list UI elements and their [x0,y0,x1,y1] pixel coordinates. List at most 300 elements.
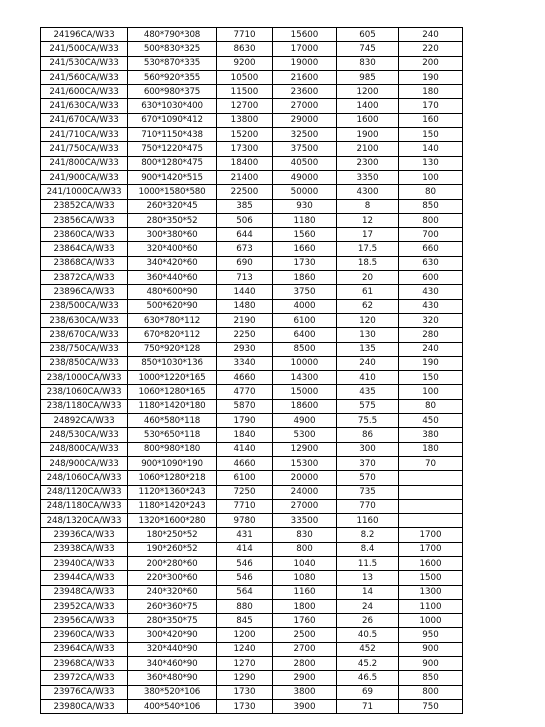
dynamic-load-cell: 546 [217,556,273,570]
weight-cell: 575 [337,399,399,413]
dynamic-load-cell: 13800 [217,113,273,127]
dimensions-cell: 480*600*90 [128,285,217,299]
model-cell: 248/1060CA/W33 [41,471,128,485]
dynamic-load-cell: 11500 [217,85,273,99]
weight-cell: 735 [337,485,399,499]
speed-cell: 660 [399,242,463,256]
table-row [41,628,463,642]
dimensions-cell: 280*350*75 [128,614,217,628]
speed-cell: 850 [399,199,463,213]
dynamic-load-cell: 713 [217,271,273,285]
weight-cell: 20 [337,271,399,285]
dynamic-load-cell: 2190 [217,313,273,327]
static-load-cell: 1760 [273,614,337,628]
weight-cell: 1900 [337,128,399,142]
static-load-cell: 2900 [273,671,337,685]
table-row [41,385,463,399]
dimensions-cell: 360*440*60 [128,271,217,285]
table-row [41,485,463,499]
static-load-cell: 49000 [273,170,337,184]
table-row [41,156,463,170]
speed-cell: 900 [399,642,463,656]
table-row [41,56,463,70]
dynamic-load-cell: 1840 [217,428,273,442]
model-cell: 24892CA/W33 [41,414,128,428]
table-row [41,42,463,56]
static-load-cell: 10000 [273,356,337,370]
table-row [41,399,463,413]
static-load-cell: 1560 [273,228,337,242]
model-cell: 238/850CA/W33 [41,356,128,370]
dynamic-load-cell: 2250 [217,328,273,342]
dynamic-load-cell: 4660 [217,371,273,385]
model-cell: 23956CA/W33 [41,614,128,628]
dimensions-cell: 400*540*106 [128,699,217,713]
static-load-cell: 15300 [273,456,337,470]
dynamic-load-cell: 4140 [217,442,273,456]
speed-cell [399,485,463,499]
dynamic-load-cell: 414 [217,542,273,556]
weight-cell: 11.5 [337,556,399,570]
speed-cell: 630 [399,256,463,270]
dimensions-cell: 320*440*90 [128,642,217,656]
speed-cell [399,514,463,528]
table-row [41,142,463,156]
dimensions-cell: 900*1090*190 [128,456,217,470]
dynamic-load-cell: 9780 [217,514,273,528]
weight-cell: 69 [337,685,399,699]
model-cell: 23940CA/W33 [41,556,128,570]
weight-cell: 8.4 [337,542,399,556]
dynamic-load-cell: 5870 [217,399,273,413]
model-cell: 241/630CA/W33 [41,99,128,113]
dimensions-cell: 260*360*75 [128,599,217,613]
model-cell: 241/670CA/W33 [41,113,128,127]
dimensions-cell: 630*1030*400 [128,99,217,113]
speed-cell: 190 [399,70,463,84]
dimensions-cell: 1060*1280*165 [128,385,217,399]
dimensions-cell: 600*980*375 [128,85,217,99]
speed-cell: 200 [399,56,463,70]
static-load-cell: 1040 [273,556,337,570]
speed-cell: 950 [399,628,463,642]
weight-cell: 985 [337,70,399,84]
model-cell: 241/600CA/W33 [41,85,128,99]
dimensions-cell: 190*260*52 [128,542,217,556]
table-row [41,528,463,542]
static-load-cell: 3800 [273,685,337,699]
static-load-cell: 5300 [273,428,337,442]
weight-cell: 17.5 [337,242,399,256]
static-load-cell: 14300 [273,371,337,385]
table-row [41,657,463,671]
dimensions-cell: 1320*1600*280 [128,514,217,528]
dynamic-load-cell: 546 [217,571,273,585]
weight-cell: 86 [337,428,399,442]
table-row [41,299,463,313]
speed-cell: 1000 [399,614,463,628]
weight-cell: 452 [337,642,399,656]
table-row [41,113,463,127]
dynamic-load-cell: 2930 [217,342,273,356]
weight-cell: 770 [337,499,399,513]
model-cell: 23960CA/W33 [41,628,128,642]
model-cell: 23938CA/W33 [41,542,128,556]
static-load-cell: 3750 [273,285,337,299]
bearing-spec-table [40,27,463,714]
static-load-cell: 27000 [273,99,337,113]
static-load-cell: 40500 [273,156,337,170]
weight-cell: 12 [337,213,399,227]
model-cell: 24196CA/W33 [41,28,128,42]
weight-cell: 14 [337,585,399,599]
dynamic-load-cell: 385 [217,199,273,213]
weight-cell: 61 [337,285,399,299]
speed-cell: 1500 [399,571,463,585]
dynamic-load-cell: 1480 [217,299,273,313]
static-load-cell: 27000 [273,499,337,513]
static-load-cell: 23600 [273,85,337,99]
table-row [41,614,463,628]
model-cell: 23868CA/W33 [41,256,128,270]
model-cell: 238/1000CA/W33 [41,371,128,385]
static-load-cell: 2500 [273,628,337,642]
table-row [41,471,463,485]
weight-cell: 570 [337,471,399,485]
static-load-cell: 29000 [273,113,337,127]
speed-cell: 70 [399,456,463,470]
static-load-cell: 21600 [273,70,337,84]
speed-cell: 280 [399,328,463,342]
static-load-cell: 800 [273,542,337,556]
speed-cell: 190 [399,356,463,370]
model-cell: 248/530CA/W33 [41,428,128,442]
model-cell: 241/800CA/W33 [41,156,128,170]
dimensions-cell: 1180*1420*243 [128,499,217,513]
dynamic-load-cell: 18400 [217,156,273,170]
dimensions-cell: 380*520*106 [128,685,217,699]
dynamic-load-cell: 564 [217,585,273,599]
speed-cell: 150 [399,128,463,142]
static-load-cell: 930 [273,199,337,213]
weight-cell: 240 [337,356,399,370]
model-cell: 241/1000CA/W33 [41,185,128,199]
dynamic-load-cell: 1290 [217,671,273,685]
dimensions-cell: 320*400*60 [128,242,217,256]
static-load-cell: 24000 [273,485,337,499]
weight-cell: 18.5 [337,256,399,270]
model-cell: 248/1180CA/W33 [41,499,128,513]
dimensions-cell: 240*320*60 [128,585,217,599]
dimensions-cell: 750*1220*475 [128,142,217,156]
speed-cell: 380 [399,428,463,442]
dynamic-load-cell: 1270 [217,657,273,671]
weight-cell: 45.2 [337,657,399,671]
static-load-cell: 1660 [273,242,337,256]
dimensions-cell: 1000*1580*580 [128,185,217,199]
table-row [41,285,463,299]
speed-cell: 700 [399,228,463,242]
table-row [41,456,463,470]
weight-cell: 4300 [337,185,399,199]
model-cell: 241/560CA/W33 [41,70,128,84]
table-row [41,571,463,585]
table-row [41,99,463,113]
table-row [41,213,463,227]
table-row [41,170,463,184]
model-cell: 241/900CA/W33 [41,170,128,184]
speed-cell: 450 [399,414,463,428]
model-cell: 248/800CA/W33 [41,442,128,456]
weight-cell: 46.5 [337,671,399,685]
dynamic-load-cell: 4660 [217,456,273,470]
weight-cell: 1600 [337,113,399,127]
table-row [41,585,463,599]
table-row [41,256,463,270]
model-cell: 23968CA/W33 [41,657,128,671]
table-row [41,371,463,385]
weight-cell: 2300 [337,156,399,170]
dynamic-load-cell: 431 [217,528,273,542]
dimensions-cell: 800*980*180 [128,442,217,456]
model-cell: 238/1060CA/W33 [41,385,128,399]
dynamic-load-cell: 1200 [217,628,273,642]
speed-cell: 850 [399,671,463,685]
static-load-cell: 37500 [273,142,337,156]
static-load-cell: 12900 [273,442,337,456]
speed-cell: 140 [399,142,463,156]
model-cell: 23852CA/W33 [41,199,128,213]
dimensions-cell: 750*920*128 [128,342,217,356]
speed-cell: 160 [399,113,463,127]
speed-cell: 130 [399,156,463,170]
speed-cell: 1700 [399,542,463,556]
speed-cell: 80 [399,399,463,413]
dynamic-load-cell: 7250 [217,485,273,499]
weight-cell: 745 [337,42,399,56]
dimensions-cell: 630*780*112 [128,313,217,327]
speed-cell: 750 [399,699,463,713]
weight-cell: 1160 [337,514,399,528]
table-body [41,28,463,714]
dynamic-load-cell: 1730 [217,699,273,713]
dynamic-load-cell: 9200 [217,56,273,70]
speed-cell: 100 [399,170,463,184]
dimensions-cell: 530*650*118 [128,428,217,442]
weight-cell: 435 [337,385,399,399]
dynamic-load-cell: 8630 [217,42,273,56]
table-row [41,242,463,256]
weight-cell: 370 [337,456,399,470]
dynamic-load-cell: 1790 [217,414,273,428]
static-load-cell: 4000 [273,299,337,313]
dynamic-load-cell: 22500 [217,185,273,199]
dimensions-cell: 710*1150*438 [128,128,217,142]
model-cell: 23872CA/W33 [41,271,128,285]
dimensions-cell: 1060*1280*218 [128,471,217,485]
table-row [41,442,463,456]
weight-cell: 13 [337,571,399,585]
table-row [41,313,463,327]
dynamic-load-cell: 506 [217,213,273,227]
model-cell: 241/530CA/W33 [41,56,128,70]
model-cell: 23976CA/W33 [41,685,128,699]
dynamic-load-cell: 644 [217,228,273,242]
static-load-cell: 32500 [273,128,337,142]
static-load-cell: 8500 [273,342,337,356]
static-load-cell: 33500 [273,514,337,528]
speed-cell: 240 [399,28,463,42]
table-row [41,685,463,699]
model-cell: 23980CA/W33 [41,699,128,713]
dimensions-cell: 340*420*60 [128,256,217,270]
model-cell: 23948CA/W33 [41,585,128,599]
static-load-cell: 18600 [273,399,337,413]
weight-cell: 2100 [337,142,399,156]
dimensions-cell: 530*870*335 [128,56,217,70]
static-load-cell: 2800 [273,657,337,671]
dimensions-cell: 900*1420*515 [128,170,217,184]
dimensions-cell: 670*820*112 [128,328,217,342]
weight-cell: 3350 [337,170,399,184]
dimensions-cell: 280*350*52 [128,213,217,227]
dimensions-cell: 200*280*60 [128,556,217,570]
model-cell: 238/500CA/W33 [41,299,128,313]
dimensions-cell: 500*620*90 [128,299,217,313]
model-cell: 241/750CA/W33 [41,142,128,156]
dimensions-cell: 220*300*60 [128,571,217,585]
speed-cell: 180 [399,442,463,456]
model-cell: 248/1120CA/W33 [41,485,128,499]
dynamic-load-cell: 7710 [217,499,273,513]
weight-cell: 120 [337,313,399,327]
weight-cell: 8.2 [337,528,399,542]
dimensions-cell: 460*580*118 [128,414,217,428]
static-load-cell: 6400 [273,328,337,342]
table-row [41,70,463,84]
dimensions-cell: 500*830*325 [128,42,217,56]
weight-cell: 410 [337,371,399,385]
static-load-cell: 20000 [273,471,337,485]
model-cell: 238/1180CA/W33 [41,399,128,413]
dynamic-load-cell: 17300 [217,142,273,156]
dynamic-load-cell: 1730 [217,685,273,699]
dynamic-load-cell: 1240 [217,642,273,656]
static-load-cell: 1860 [273,271,337,285]
dynamic-load-cell: 10500 [217,70,273,84]
dimensions-cell: 340*460*90 [128,657,217,671]
table-row [41,342,463,356]
table-row [41,428,463,442]
static-load-cell: 15000 [273,385,337,399]
dimensions-cell: 260*320*45 [128,199,217,213]
weight-cell: 8 [337,199,399,213]
model-cell: 238/750CA/W33 [41,342,128,356]
static-load-cell: 1080 [273,571,337,585]
table-row [41,542,463,556]
model-cell: 23860CA/W33 [41,228,128,242]
speed-cell: 800 [399,685,463,699]
dynamic-load-cell: 880 [217,599,273,613]
weight-cell: 135 [337,342,399,356]
speed-cell: 1700 [399,528,463,542]
model-cell: 23856CA/W33 [41,213,128,227]
model-cell: 23972CA/W33 [41,671,128,685]
static-load-cell: 2700 [273,642,337,656]
static-load-cell: 1180 [273,213,337,227]
weight-cell: 17 [337,228,399,242]
static-load-cell: 50000 [273,185,337,199]
dimensions-cell: 300*420*90 [128,628,217,642]
dimensions-cell: 1000*1220*165 [128,371,217,385]
model-cell: 241/500CA/W33 [41,42,128,56]
table-row [41,199,463,213]
dynamic-load-cell: 21400 [217,170,273,184]
dynamic-load-cell: 690 [217,256,273,270]
speed-cell: 240 [399,342,463,356]
speed-cell: 600 [399,271,463,285]
speed-cell: 430 [399,299,463,313]
static-load-cell: 830 [273,528,337,542]
weight-cell: 71 [337,699,399,713]
model-cell: 248/900CA/W33 [41,456,128,470]
dynamic-load-cell: 6100 [217,471,273,485]
dynamic-load-cell: 15200 [217,128,273,142]
weight-cell: 40.5 [337,628,399,642]
dynamic-load-cell: 845 [217,614,273,628]
model-cell: 241/710CA/W33 [41,128,128,142]
dimensions-cell: 1180*1420*180 [128,399,217,413]
table-row [41,271,463,285]
table-row [41,699,463,713]
speed-cell: 320 [399,313,463,327]
dynamic-load-cell: 4770 [217,385,273,399]
dynamic-load-cell: 1440 [217,285,273,299]
speed-cell: 150 [399,371,463,385]
model-cell: 23896CA/W33 [41,285,128,299]
dimensions-cell: 560*920*355 [128,70,217,84]
model-cell: 23952CA/W33 [41,599,128,613]
table-row [41,599,463,613]
table-row [41,185,463,199]
speed-cell: 170 [399,99,463,113]
static-load-cell: 15600 [273,28,337,42]
speed-cell: 1300 [399,585,463,599]
dynamic-load-cell: 673 [217,242,273,256]
weight-cell: 75.5 [337,414,399,428]
dimensions-cell: 180*250*52 [128,528,217,542]
speed-cell: 1600 [399,556,463,570]
speed-cell: 220 [399,42,463,56]
static-load-cell: 3900 [273,699,337,713]
model-cell: 248/1320CA/W33 [41,514,128,528]
speed-cell: 180 [399,85,463,99]
table-row [41,499,463,513]
weight-cell: 24 [337,599,399,613]
weight-cell: 1200 [337,85,399,99]
model-cell: 23864CA/W33 [41,242,128,256]
model-cell: 238/670CA/W33 [41,328,128,342]
dimensions-cell: 850*1030*136 [128,356,217,370]
static-load-cell: 1800 [273,599,337,613]
static-load-cell: 1160 [273,585,337,599]
weight-cell: 130 [337,328,399,342]
table-row [41,28,463,42]
dynamic-load-cell: 7710 [217,28,273,42]
model-cell: 23944CA/W33 [41,571,128,585]
weight-cell: 605 [337,28,399,42]
static-load-cell: 17000 [273,42,337,56]
